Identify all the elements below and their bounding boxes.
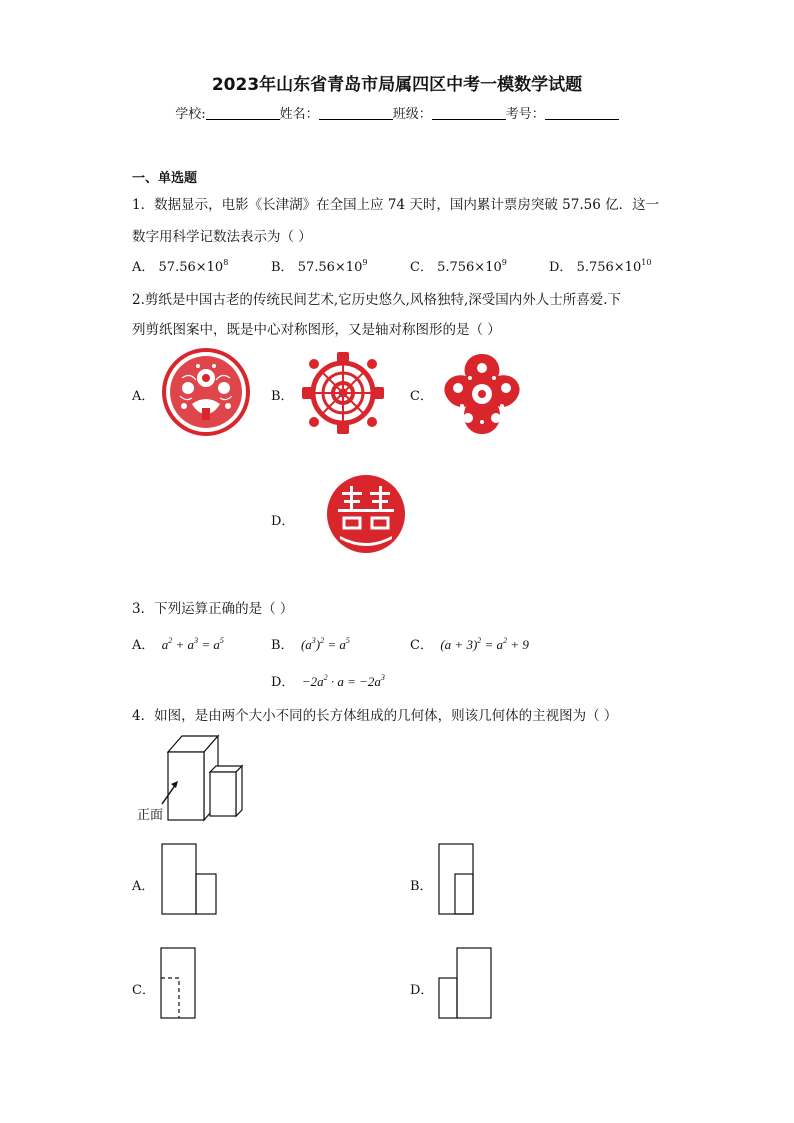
q1-line1: 1．数据显示，电影《长津湖》在全国上应 74 天时，国内累计票房突破 57.56 亿．这一 [132, 197, 660, 213]
name-blank[interactable] [319, 106, 393, 120]
q4-option-a-view[interactable] [160, 842, 218, 916]
q2-line1: 2.剪纸是中国古老的传统民间艺术,它历史悠久,风格独特,深受国内外人士所喜爱.下 [132, 292, 622, 308]
cuboid-figure-image [160, 732, 250, 824]
front-view-label: 正面 [137, 808, 164, 823]
q2-line2: 列剪纸图案中，既是中心对称图形，又是轴对称图形的是（ ） [132, 322, 501, 338]
q4-option-b-view[interactable] [437, 842, 475, 916]
q4-option-b-label[interactable]: B． [410, 879, 433, 894]
paper-cut-flower-circle-image[interactable] [162, 348, 250, 436]
section-heading: 一、单选题 [132, 171, 198, 186]
name-label: 姓名： [279, 107, 319, 122]
q3-option-c-expression: $(a + 3)^2 = a^2 + 9$ [437, 636, 529, 652]
q1-option-b[interactable]: B． $57.56\times 10^9$ [271, 258, 368, 275]
q1-option-a[interactable]: A． $57.56\times 10^8$ [132, 258, 229, 275]
class-blank[interactable] [432, 106, 506, 120]
q3-line1: 3．下列运算正确的是（ ） [132, 601, 294, 617]
q4-option-c-label[interactable]: C． [132, 983, 155, 998]
school-blank[interactable] [206, 106, 280, 120]
q2-option-d-label[interactable]: D． [271, 514, 295, 529]
page-title: 2023年山东省青岛市局属四区中考一模数学试题 [211, 75, 583, 95]
q4-option-c-view[interactable] [159, 946, 197, 1020]
q3-option-a-expression: $a^2 + a^3 = a^5$ [158, 636, 224, 652]
q3-option-d[interactable]: D． $-2a^2 \cdot a = -2a^3$ [271, 673, 385, 690]
q2-option-a-label[interactable]: A． [132, 389, 155, 404]
paper-cut-mandala-image[interactable] [300, 350, 386, 436]
q1-option-c[interactable]: C． $5.756\times 10^9$ [410, 258, 507, 275]
class-label: 班级： [392, 107, 432, 122]
student-info-line [0, 103, 794, 122]
q3-option-c[interactable]: C． $(a + 3)^2 = a^2 + 9$ [410, 636, 529, 653]
q4-option-a-label[interactable]: A． [132, 879, 155, 894]
q2-option-b-label[interactable]: B． [271, 389, 294, 404]
q2-option-c-label[interactable]: C． [410, 389, 433, 404]
q4-line1: 4．如图，是由两个大小不同的长方体组成的几何体，则该几何体的主视图为（ ） [132, 708, 618, 724]
exam-no-label: 考号： [505, 107, 545, 122]
exam-no-blank[interactable] [545, 106, 619, 120]
q3-option-b-expression: $(a^3)^2 = a^5$ [297, 636, 350, 652]
q3-option-d-expression: $-2a^2 \cdot a = -2a^3$ [298, 673, 385, 689]
q4-option-d-label[interactable]: D． [410, 983, 434, 998]
q4-option-d-view[interactable] [437, 946, 495, 1020]
q3-option-b[interactable]: B． $(a^3)^2 = a^5$ [271, 636, 350, 653]
q1-line2: 数字用科学记数法表示为（ ） [132, 229, 312, 245]
paper-cut-double-happiness-image[interactable] [326, 474, 406, 554]
paper-cut-five-petal-image[interactable] [438, 350, 526, 438]
q3-option-a[interactable]: A． $a^2 + a^3 = a^5$ [132, 636, 224, 653]
q1-option-d[interactable]: D． $5.756\times 10^{10}$ [549, 258, 652, 275]
school-label: 学校: [175, 107, 206, 122]
